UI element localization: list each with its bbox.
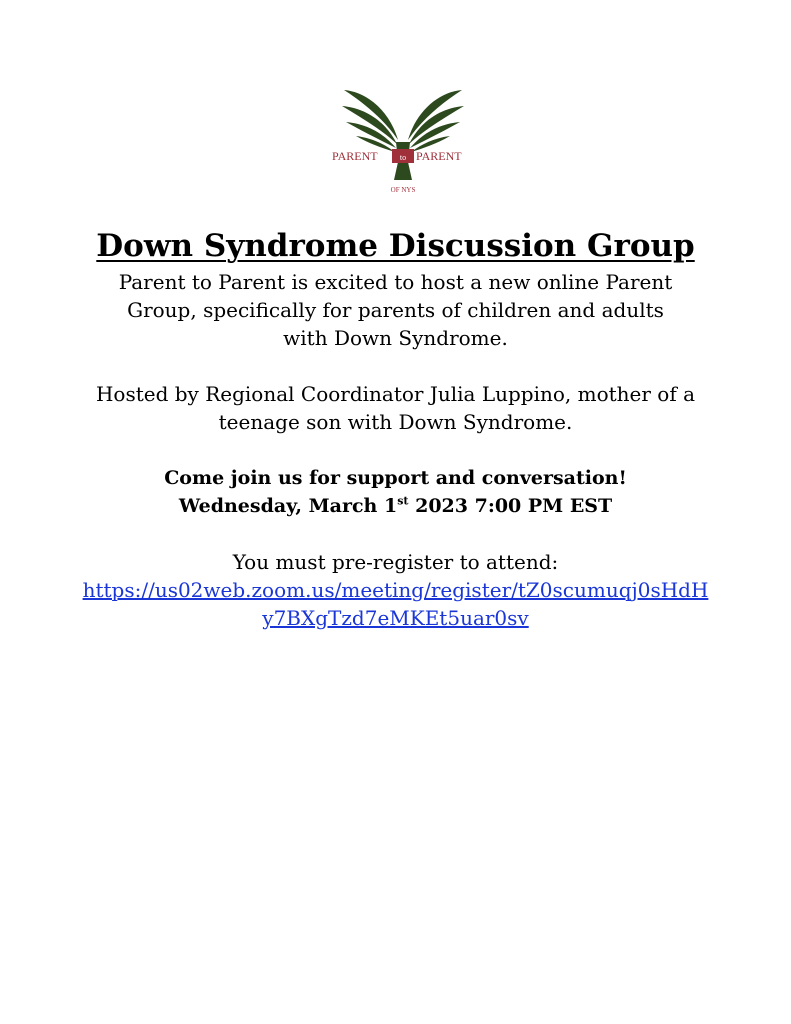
register-label: You must pre-register to attend: [232, 550, 559, 574]
event-date-suffix: st [397, 494, 409, 508]
logo-text-middle: to [399, 153, 407, 162]
flyer-content [60, 224, 731, 632]
host-line-2: teenage son with Down Syndrome. [218, 410, 573, 434]
event-date-rest: 2023 7:00 PM EST [408, 495, 613, 517]
logo-text-right: PARENT [416, 149, 462, 163]
intro-line-1: Parent to Parent is excited to host a new online Parent [118, 270, 673, 294]
event-date-prefix: Wednesday, March 1 [178, 495, 398, 517]
event-date [60, 492, 731, 520]
parent-to-parent-logo [328, 82, 478, 207]
host-line-1: Hosted by Regional Coordinator Julia Luppino, mother of a [95, 382, 696, 406]
register-link[interactable]: https://us02web.zoom.us/meeting/register/tZ0scumuqj0sHdHy7BXgTzd7eMKEt5uar0sv [82, 578, 709, 630]
tree-logo-icon [328, 82, 478, 207]
intro-line-3: with Down Syndrome. [283, 326, 508, 350]
flyer-title: Down Syndrome Discussion Group [96, 228, 695, 264]
logo-text-bottom: OF NYS [390, 186, 416, 194]
logo-text-left: PARENT [332, 149, 378, 163]
call-to-action: Come join us for support and conversation! [164, 467, 627, 489]
intro-line-2: Group, specifically for parents of children and adults [127, 298, 664, 322]
